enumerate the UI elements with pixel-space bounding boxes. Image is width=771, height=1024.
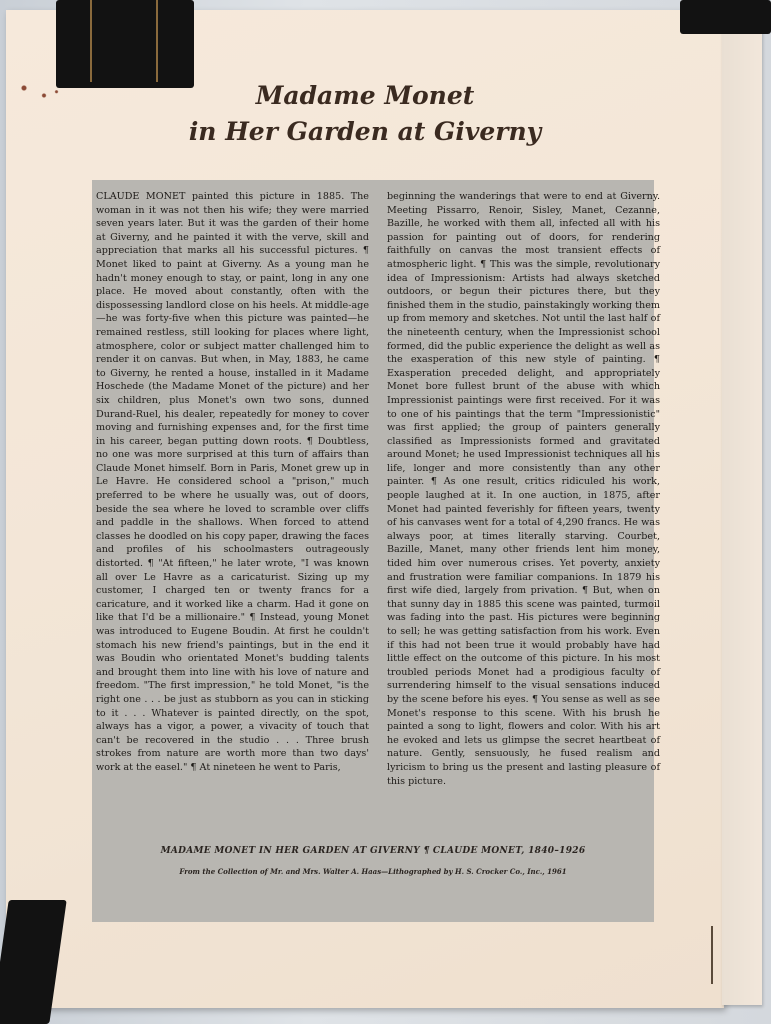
clip-wire [90, 0, 92, 82]
binder-clip-top-right [680, 0, 771, 34]
title-line-1: Madame Monet [255, 81, 475, 110]
body-right-column: beginning the wanderings that were to end at Giverny. Meeting Pissarro, Renoir, Sisley, Manet, Cezanne, Bazille, he worked with them all, infected all with his passion for painting out of doors, for rendering faithfully on canvas the most transient effects of atmospheric light. ¶ This was the simple, revolutionary idea of Impressionism: Artists had always sketched outdoors, or begun their pictures there, but they finished them in the studio, painstakingly working them up from memory and sketches. Not until the last half of the nineteenth century, when the Impressionist school formed, did the public experience the delight as well as the exasperation of this new style of painting. ¶ Exasperation preceded delight, and appropriately Monet bore fullest brunt of the abuse with which Impressionist paintings were first received. For it was to one of his paintings that the term "Impressionistic" was first applied; the group of painters generally classified as Impressionists formed and gravitated around Monet; he used Impressionist techniques all his life, longer and more consistently than any other painter. ¶ As one result, critics ridiculed his work, people laughed at it. In one auction, in 1875, after Monet had painted feverishly for fifteen years, twenty of his canvases went for a total of 4,290 francs. He was always poor, at times literally starving. Courbet, Bazille, Manet, many other friends lent him money, tided him over numerous crises. Yet poverty, anxiety and frustration were familiar companions. In 1879 his first wife died, largely from privation. ¶ But, when on that sunny day in 1885 this scene was painted, turmoil was fading into the past. His pictures were beginning to sell; he was getting satisfaction from his work. Even if this had not been true it would probably have had little effect on the outcome of this picture. In his most troubled periods Monet had a prodigious faculty of surrendering himself to the visual sensations induced by the scene before his eyes. ¶ You sense as well as see Monet's response to this scene. With his brush he painted a song to light, flowers and color. With his art he evoked and lets us glimpse the secret heartbeat of nature. Gently, sensuously, he fused realism and lyricism to bring us the present and lasting pleasure of this picture. [387, 191, 660, 787]
title-line-2: in Her Garden at Giverny [188, 117, 542, 146]
binder-clip-top-left [56, 0, 194, 88]
painting-credit-title: MADAME MONET IN HER GARDEN AT GIVERNY ¶ CLAUDE MONET, 1840–1926 [160, 846, 586, 856]
pencil-mark [711, 926, 713, 984]
clip-wire [156, 0, 158, 82]
body-left-column: CLAUDE MONET painted this picture in 1885. The woman in it was not then his wife; they were married seven years later. But it was the garden of their home at Giverny, and he painted it with the verve, skill and appreciation that marks all his successful pictures. ¶ Monet liked to paint at Giverny. As a young man he hadn't money enough to stay, or paint, long in any one place. He moved about constantly, often with the dispossessing landlord close on his heels. At middle-age—he was forty-five when this picture was painted—he remained restless, still looking for places where light, atmosphere, color or subject matter challenged him to render it on canvas. But when, in May, 1883, he came to Giverny, he rented a house, installed in it Madame Hoschede (the Madame Monet of the picture) and her six children, plus Monet's own two sons, dunned Durand-Ruel, his dealer, repeatedly for money to cover moving and furnishing expenses and, for the first time in his career, began putting down roots. ¶ Doubtless, no one was more surprised at this turn of affairs than Claude Monet himself. Born in Paris, Monet grew up in Le Havre. He considered school a "prison," much preferred to be where he usually was, out of doors, beside the sea where he loved to scramble over cliffs and paddle in the shallows. When forced to attend classes he doodled on his copy paper, drawing the faces and profiles of his schoolmasters outrageously distorted. ¶ "At fifteen," he later wrote, "I was known all over Le Havre as a caricaturist. Sizing up my customer, I charged ten or twenty francs for a caricature, and it worked like a charm. Had it gone on like that I'd be a millionaire." ¶ Instead, young Monet was introduced to Eugene Boudin. At first he couldn't stomach his new friend's paintings, but in the end it was Boudin who orientated Monet's budding talents and brought them into line with his love of nature and freedom. "The first impression," he told Monet, "is the right one . . . be just as stubborn as you can in sticking to it . . . Whatever is painted directly, on the spot, always has a vigor, a power, a vivacity of touch that can't be recovered in the studio . . . Three brush strokes from nature are worth more than two days' work at the easel." ¶ At nineteen he went to Paris, [96, 191, 369, 773]
collection-credit: From the Collection of Mr. and Mrs. Walter A. Haas—Lithographed by H. S. Crocker Co., Inc., 1961 [179, 867, 567, 876]
